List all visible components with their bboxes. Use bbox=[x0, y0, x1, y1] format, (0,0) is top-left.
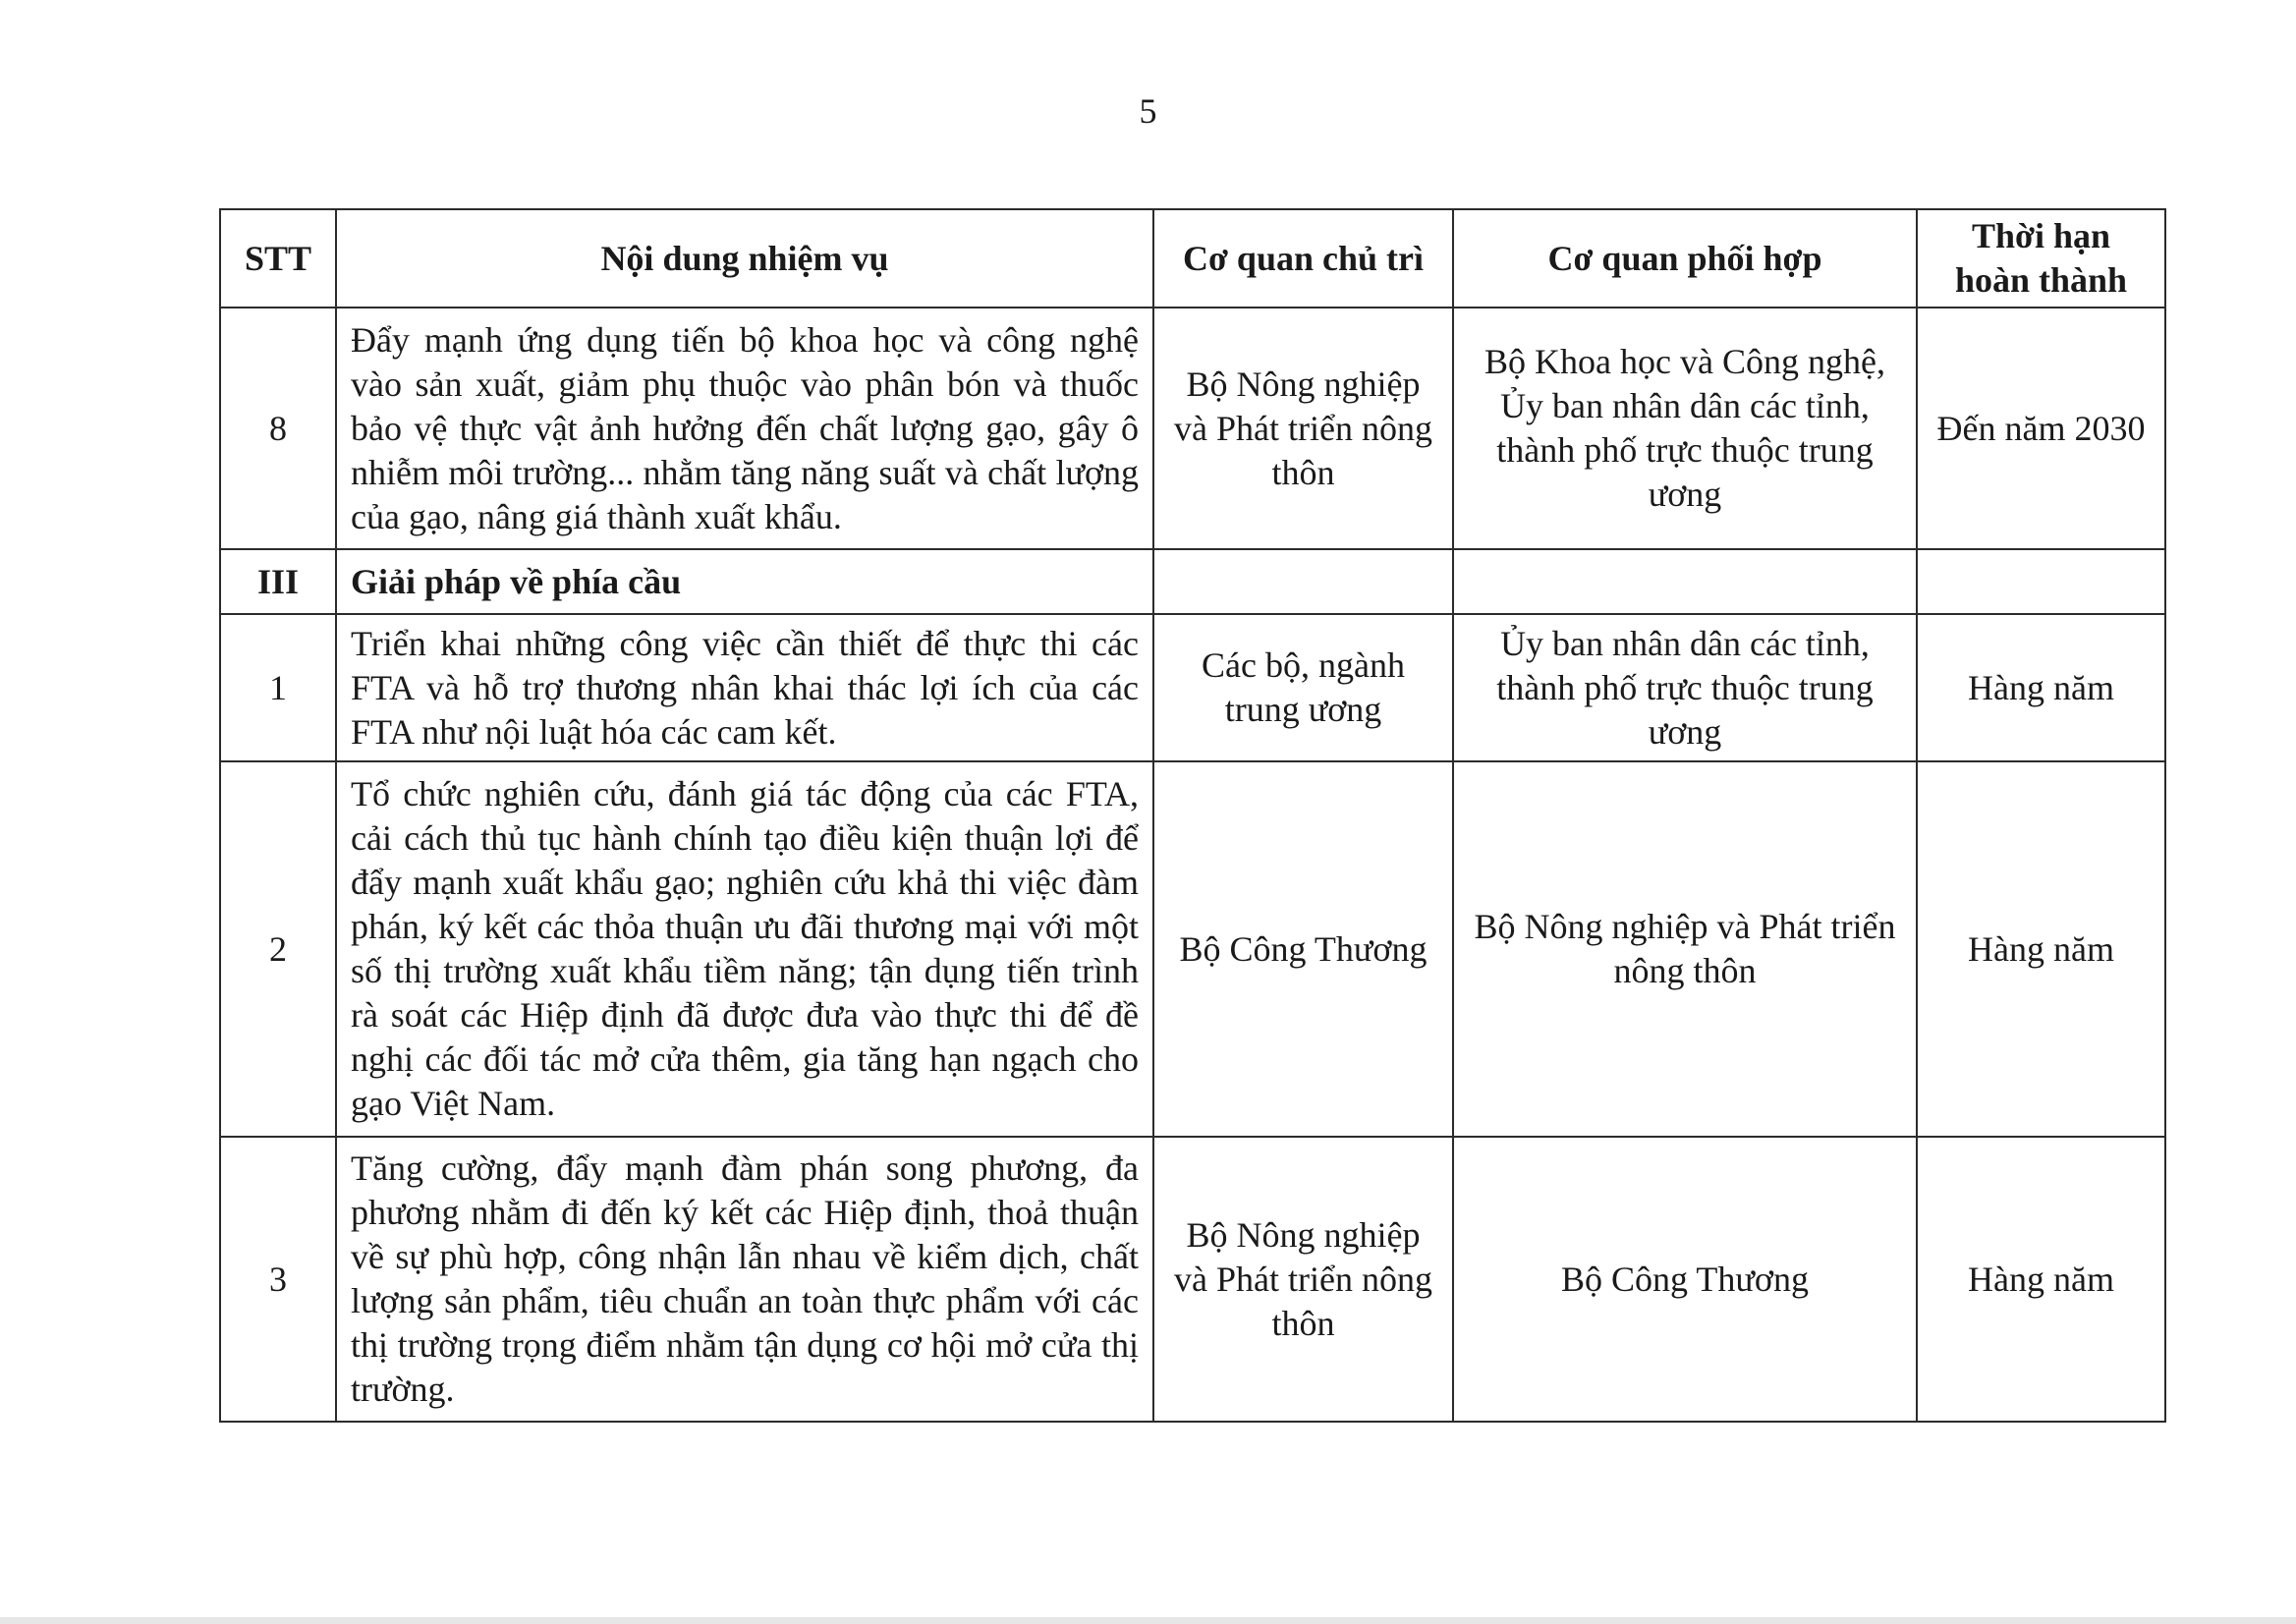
cell-stt: 2 bbox=[220, 761, 336, 1137]
task-table bbox=[219, 208, 2166, 1423]
cell-stt: 3 bbox=[220, 1137, 336, 1422]
cell-coordinating-agency: Bộ Công Thương bbox=[1453, 1137, 1917, 1422]
cell-coordinating-agency: Bộ Khoa học và Công nghệ, Ủy ban nhân dân các tỉnh, thành phố trực thuộc trung ương bbox=[1453, 308, 1917, 549]
cell-deadline: Hàng năm bbox=[1917, 614, 2165, 761]
cell-deadline bbox=[1917, 549, 2165, 614]
header-deadline: Thời hạn hoàn thành bbox=[1917, 209, 2165, 308]
table-row bbox=[220, 308, 2165, 549]
cell-stt: 1 bbox=[220, 614, 336, 761]
header-content: Nội dung nhiệm vụ bbox=[336, 209, 1153, 308]
page-number: 5 bbox=[1139, 91, 1157, 131]
header-coordinating-agency: Cơ quan phối hợp bbox=[1453, 209, 1917, 308]
cell-deadline: Hàng năm bbox=[1917, 1137, 2165, 1422]
cell-stt: 8 bbox=[220, 308, 336, 549]
cell-stt: III bbox=[220, 549, 336, 614]
cell-content: Triển khai những công việc cần thiết để thực thi các FTA và hỗ trợ thương nhân khai thác lợi ích của các FTA như nội luật hóa các cam kết. bbox=[336, 614, 1153, 761]
cell-coordinating-agency: Ủy ban nhân dân các tỉnh, thành phố trực thuộc trung ương bbox=[1453, 614, 1917, 761]
cell-lead-agency: Các bộ, ngành trung ương bbox=[1153, 614, 1453, 761]
cell-content: Tổ chức nghiên cứu, đánh giá tác động của các FTA, cải cách thủ tục hành chính tạo điều kiện thuận lợi để đẩy mạnh xuất khẩu gạo; nghiên cứu khả thi việc đàm phán, ký kết các thỏa thuận ưu đãi thương mại với một số thị trường xuất khẩu tiềm năng; tận dụng tiến trình rà soát các Hiệp định đã được đưa vào thực thi để đề nghị các đối tác mở cửa thêm, gia tăng hạn ngạch cho gạo Việt Nam. bbox=[336, 761, 1153, 1137]
header-stt: STT bbox=[220, 209, 336, 308]
cell-lead-agency: Bộ Nông nghiệp và Phát triển nông thôn bbox=[1153, 1137, 1453, 1422]
cell-deadline: Đến năm 2030 bbox=[1917, 308, 2165, 549]
header-lead-agency: Cơ quan chủ trì bbox=[1153, 209, 1453, 308]
cell-lead-agency: Bộ Công Thương bbox=[1153, 761, 1453, 1137]
table-row bbox=[220, 761, 2165, 1137]
page-bottom-edge bbox=[0, 1617, 2296, 1624]
cell-coordinating-agency bbox=[1453, 549, 1917, 614]
table-row bbox=[220, 614, 2165, 761]
cell-lead-agency bbox=[1153, 549, 1453, 614]
cell-content: Đẩy mạnh ứng dụng tiến bộ khoa học và công nghệ vào sản xuất, giảm phụ thuộc vào phân bón và thuốc bảo vệ thực vật ảnh hưởng đến chất lượng gạo, gây ô nhiễm môi trường... nhằm tăng năng suất và chất lượng của gạo, nâng giá thành xuất khẩu. bbox=[336, 308, 1153, 549]
section-row bbox=[220, 549, 2165, 614]
table-header-row bbox=[220, 209, 2165, 308]
cell-lead-agency: Bộ Nông nghiệp và Phát triển nông thôn bbox=[1153, 308, 1453, 549]
cell-section-title: Giải pháp về phía cầu bbox=[336, 549, 1153, 614]
cell-content: Tăng cường, đẩy mạnh đàm phán song phương, đa phương nhằm đi đến ký kết các Hiệp định, thoả thuận về sự phù hợp, công nhận lẫn nhau về kiểm dịch, chất lượng sản phẩm, tiêu chuẩn an toàn thực phẩm với các thị trường trọng điểm nhằm tận dụng cơ hội mở cửa thị trường. bbox=[336, 1137, 1153, 1422]
table-row bbox=[220, 1137, 2165, 1422]
cell-coordinating-agency: Bộ Nông nghiệp và Phát triển nông thôn bbox=[1453, 761, 1917, 1137]
cell-deadline: Hàng năm bbox=[1917, 761, 2165, 1137]
